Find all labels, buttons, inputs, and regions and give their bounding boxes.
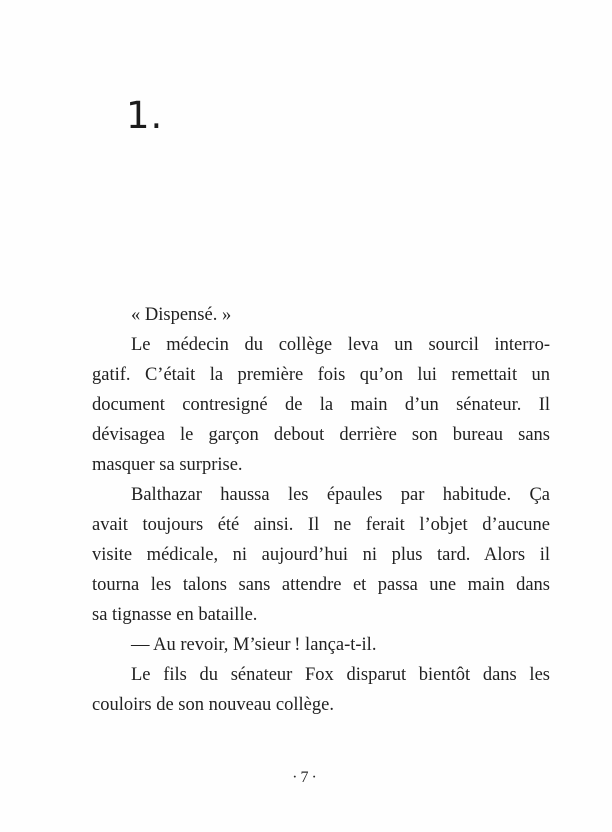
body-text: [92, 300, 550, 720]
body-line: visite médicale, ni aujourd’hui ni plus tard. Alors il: [92, 545, 550, 565]
page-number: ·7·: [292, 769, 320, 786]
body-line: masquer sa surprise.: [92, 455, 243, 475]
body-line: avait toujours été ainsi. Il ne ferait l’objet d’aucune: [92, 515, 550, 535]
body-line: — Au revoir, M’sieur ! lança-t-il.: [131, 635, 377, 655]
chapter-number: 1.: [126, 94, 164, 137]
paragraph: [92, 330, 550, 480]
paragraph: [92, 660, 550, 720]
body-line: document contresigné de la main d’un sénateur. Il: [92, 395, 550, 415]
paragraph: [92, 300, 550, 330]
body-line: Le fils du sénateur Fox disparut bientôt dans les: [131, 665, 550, 685]
body-line: sa tignasse en bataille.: [92, 605, 258, 625]
body-line: « Dispensé. »: [131, 305, 232, 325]
paragraph: [92, 630, 550, 660]
body-line: Le médecin du collège leva un sourcil interro-: [131, 335, 550, 355]
paragraph: [92, 480, 550, 630]
body-line: dévisagea le garçon debout derrière son bureau sans: [92, 425, 550, 445]
body-line: Balthazar haussa les épaules par habitude. Ça: [131, 485, 550, 505]
body-line: couloirs de son nouveau collège.: [92, 695, 334, 715]
body-line: gatif. C’était la première fois qu’on lui remettait un: [92, 365, 550, 385]
body-line: tourna les talons sans attendre et passa une main dans: [92, 575, 550, 595]
